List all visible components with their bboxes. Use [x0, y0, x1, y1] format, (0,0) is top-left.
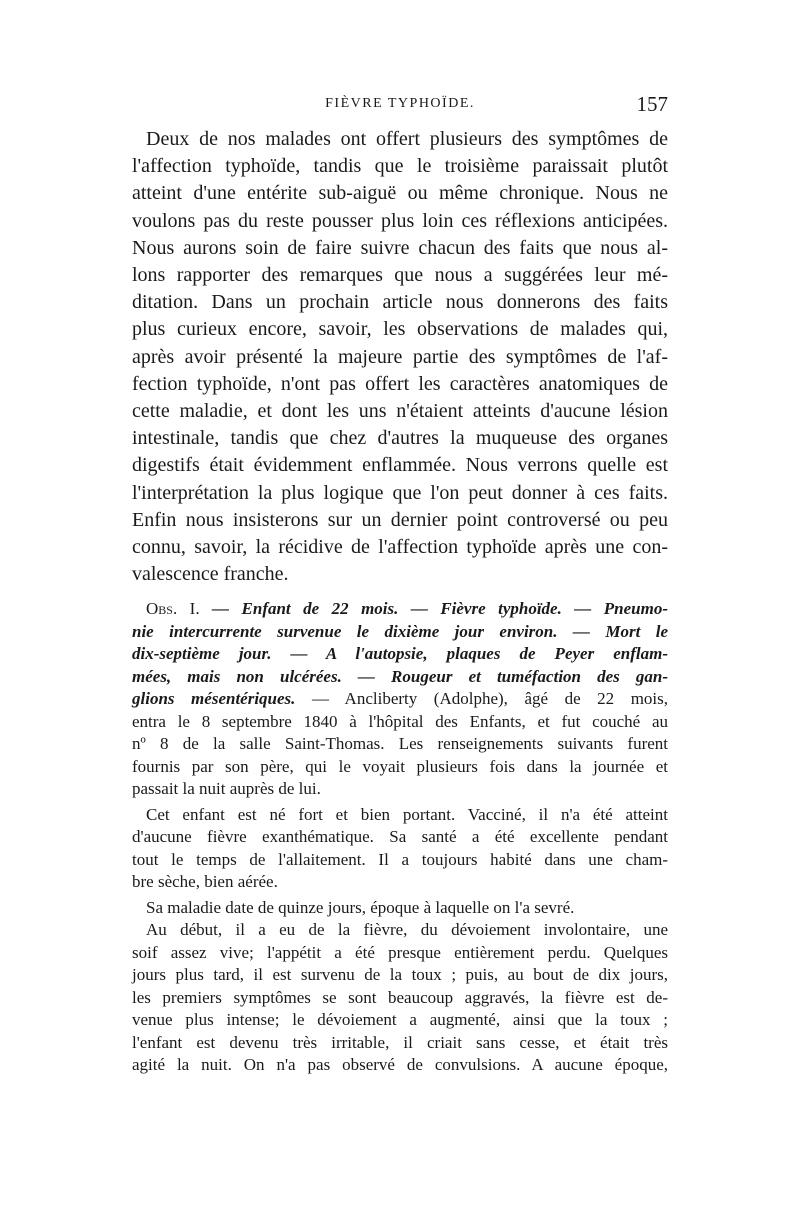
observation-label: Obs. I.	[146, 599, 200, 619]
text-line: passait la nuit auprès de lui.	[132, 779, 321, 799]
text-line: agité la nuit. On n'a pas observé de convulsions. A aucune époque,	[132, 1055, 668, 1075]
text-line: Sa maladie date de quinze jours, époque à laquelle on l'a sevré.	[146, 897, 575, 917]
text-line: plus curieux encore, savoir, les observations de malades qui,	[132, 318, 668, 341]
text-line: Au début, il a eu de la fièvre, du dévoiement involontaire, une	[146, 920, 668, 940]
text-line: connu, savoir, la récidive de l'affection typhoïde après une con-	[132, 536, 668, 559]
text-line: atteint d'une entérite sub-aiguë ou même chronique. Nous ne	[132, 182, 668, 205]
observation-paragraph	[132, 598, 668, 801]
text-line: ditation. Dans un prochain article nous donnerons des faits	[132, 291, 668, 314]
text-line: jours plus tard, il est survenu de la toux ; puis, au bout de dix jours,	[132, 965, 668, 985]
paragraph-intro	[132, 126, 668, 588]
running-title: FIÈVRE TYPHOÏDE.	[325, 96, 475, 111]
text-line	[132, 598, 668, 621]
text-line: voulons pas du reste pousser plus loin ces réflexions anticipées.	[132, 209, 668, 232]
text-line: nº 8 de la salle Saint-Thomas. Les renseignements suivants furent	[132, 734, 668, 754]
text-line: bre sèche, bien aérée.	[132, 872, 278, 892]
text-line: l'affection typhoïde, tandis que le troisième paraissait plutôt	[132, 155, 668, 178]
text-line: lons rapporter des remarques que nous a suggérées leur mé-	[132, 264, 668, 287]
page-number: 157	[636, 92, 668, 116]
text-line: cette maladie, et dont les uns n'étaient atteints d'aucune lésion	[132, 400, 668, 423]
text-line: après avoir présenté la majeure partie des symptômes de l'af-	[132, 345, 668, 368]
text-line: fournis par son père, qui le voyait plusieurs fois dans la journée et	[132, 756, 668, 776]
text-line: digestifs était évidemment enflammée. Nous verrons quelle est	[132, 454, 668, 477]
text-line: l'interprétation la plus logique que l'on peut donner à ces faits.	[132, 481, 668, 504]
text-line: Nous aurons soin de faire suivre chacun des faits que nous al-	[132, 236, 668, 259]
text-line: venue plus intense; le dévoiement a augmenté, ainsi que la toux ;	[132, 1010, 668, 1030]
body-text	[132, 126, 668, 1077]
text-line: entra le 8 septembre 1840 à l'hôpital des Enfants, et fut couché au	[132, 711, 668, 731]
text-line: fection typhoïde, n'ont pas offert les caractères anatomiques de	[132, 372, 668, 395]
running-head	[132, 92, 668, 116]
text-line: Cet enfant est né fort et bien portant. Vacciné, il n'a été atteint	[146, 804, 668, 824]
observation-heading: nie intercurrente survenue le dixième jour environ. — Mort le	[132, 621, 668, 641]
text-line	[132, 688, 668, 711]
paragraph-course	[132, 919, 668, 1077]
text-line: d'aucune fièvre exanthématique. Sa santé a été excellente pendant	[132, 827, 668, 847]
observation-heading: dix-septième jour. — A l'autopsie, plaques de Peyer enflam-	[132, 644, 668, 664]
text-line: tout le temps de l'allaitement. Il a toujours habité dans une cham-	[132, 849, 668, 869]
text-line: Enfin nous insisterons sur un dernier point controversé ou peu	[132, 508, 668, 531]
observation-heading: mées, mais non ulcérées. — Rougeur et tuméfaction des gan-	[132, 666, 668, 686]
observation-heading: — Enfant de 22 mois. — Fièvre typhoïde. — Pneumo-	[199, 599, 668, 619]
text-fragment: — Ancliberty (Adolphe), âgé de 22 mois,	[295, 689, 669, 709]
paragraph-history	[132, 804, 668, 894]
text-line: intestinale, tandis que chez d'autres la muqueuse des organes	[132, 427, 668, 450]
text-line: valescence franche.	[132, 563, 289, 586]
text-line: Deux de nos malades ont offert plusieurs des symptômes de	[146, 128, 668, 150]
text-line: soif assez vive; l'appétit a été presque entièrement perdu. Quelques	[132, 942, 668, 962]
observation-heading: glions mésentériques.	[132, 689, 296, 709]
text-line: l'enfant est devenu très irritable, il criait sans cesse, et était très	[132, 1032, 668, 1052]
paragraph-onset	[132, 897, 668, 920]
text-line: les premiers symptômes se sont beaucoup aggravés, la fièvre est de-	[132, 987, 668, 1007]
